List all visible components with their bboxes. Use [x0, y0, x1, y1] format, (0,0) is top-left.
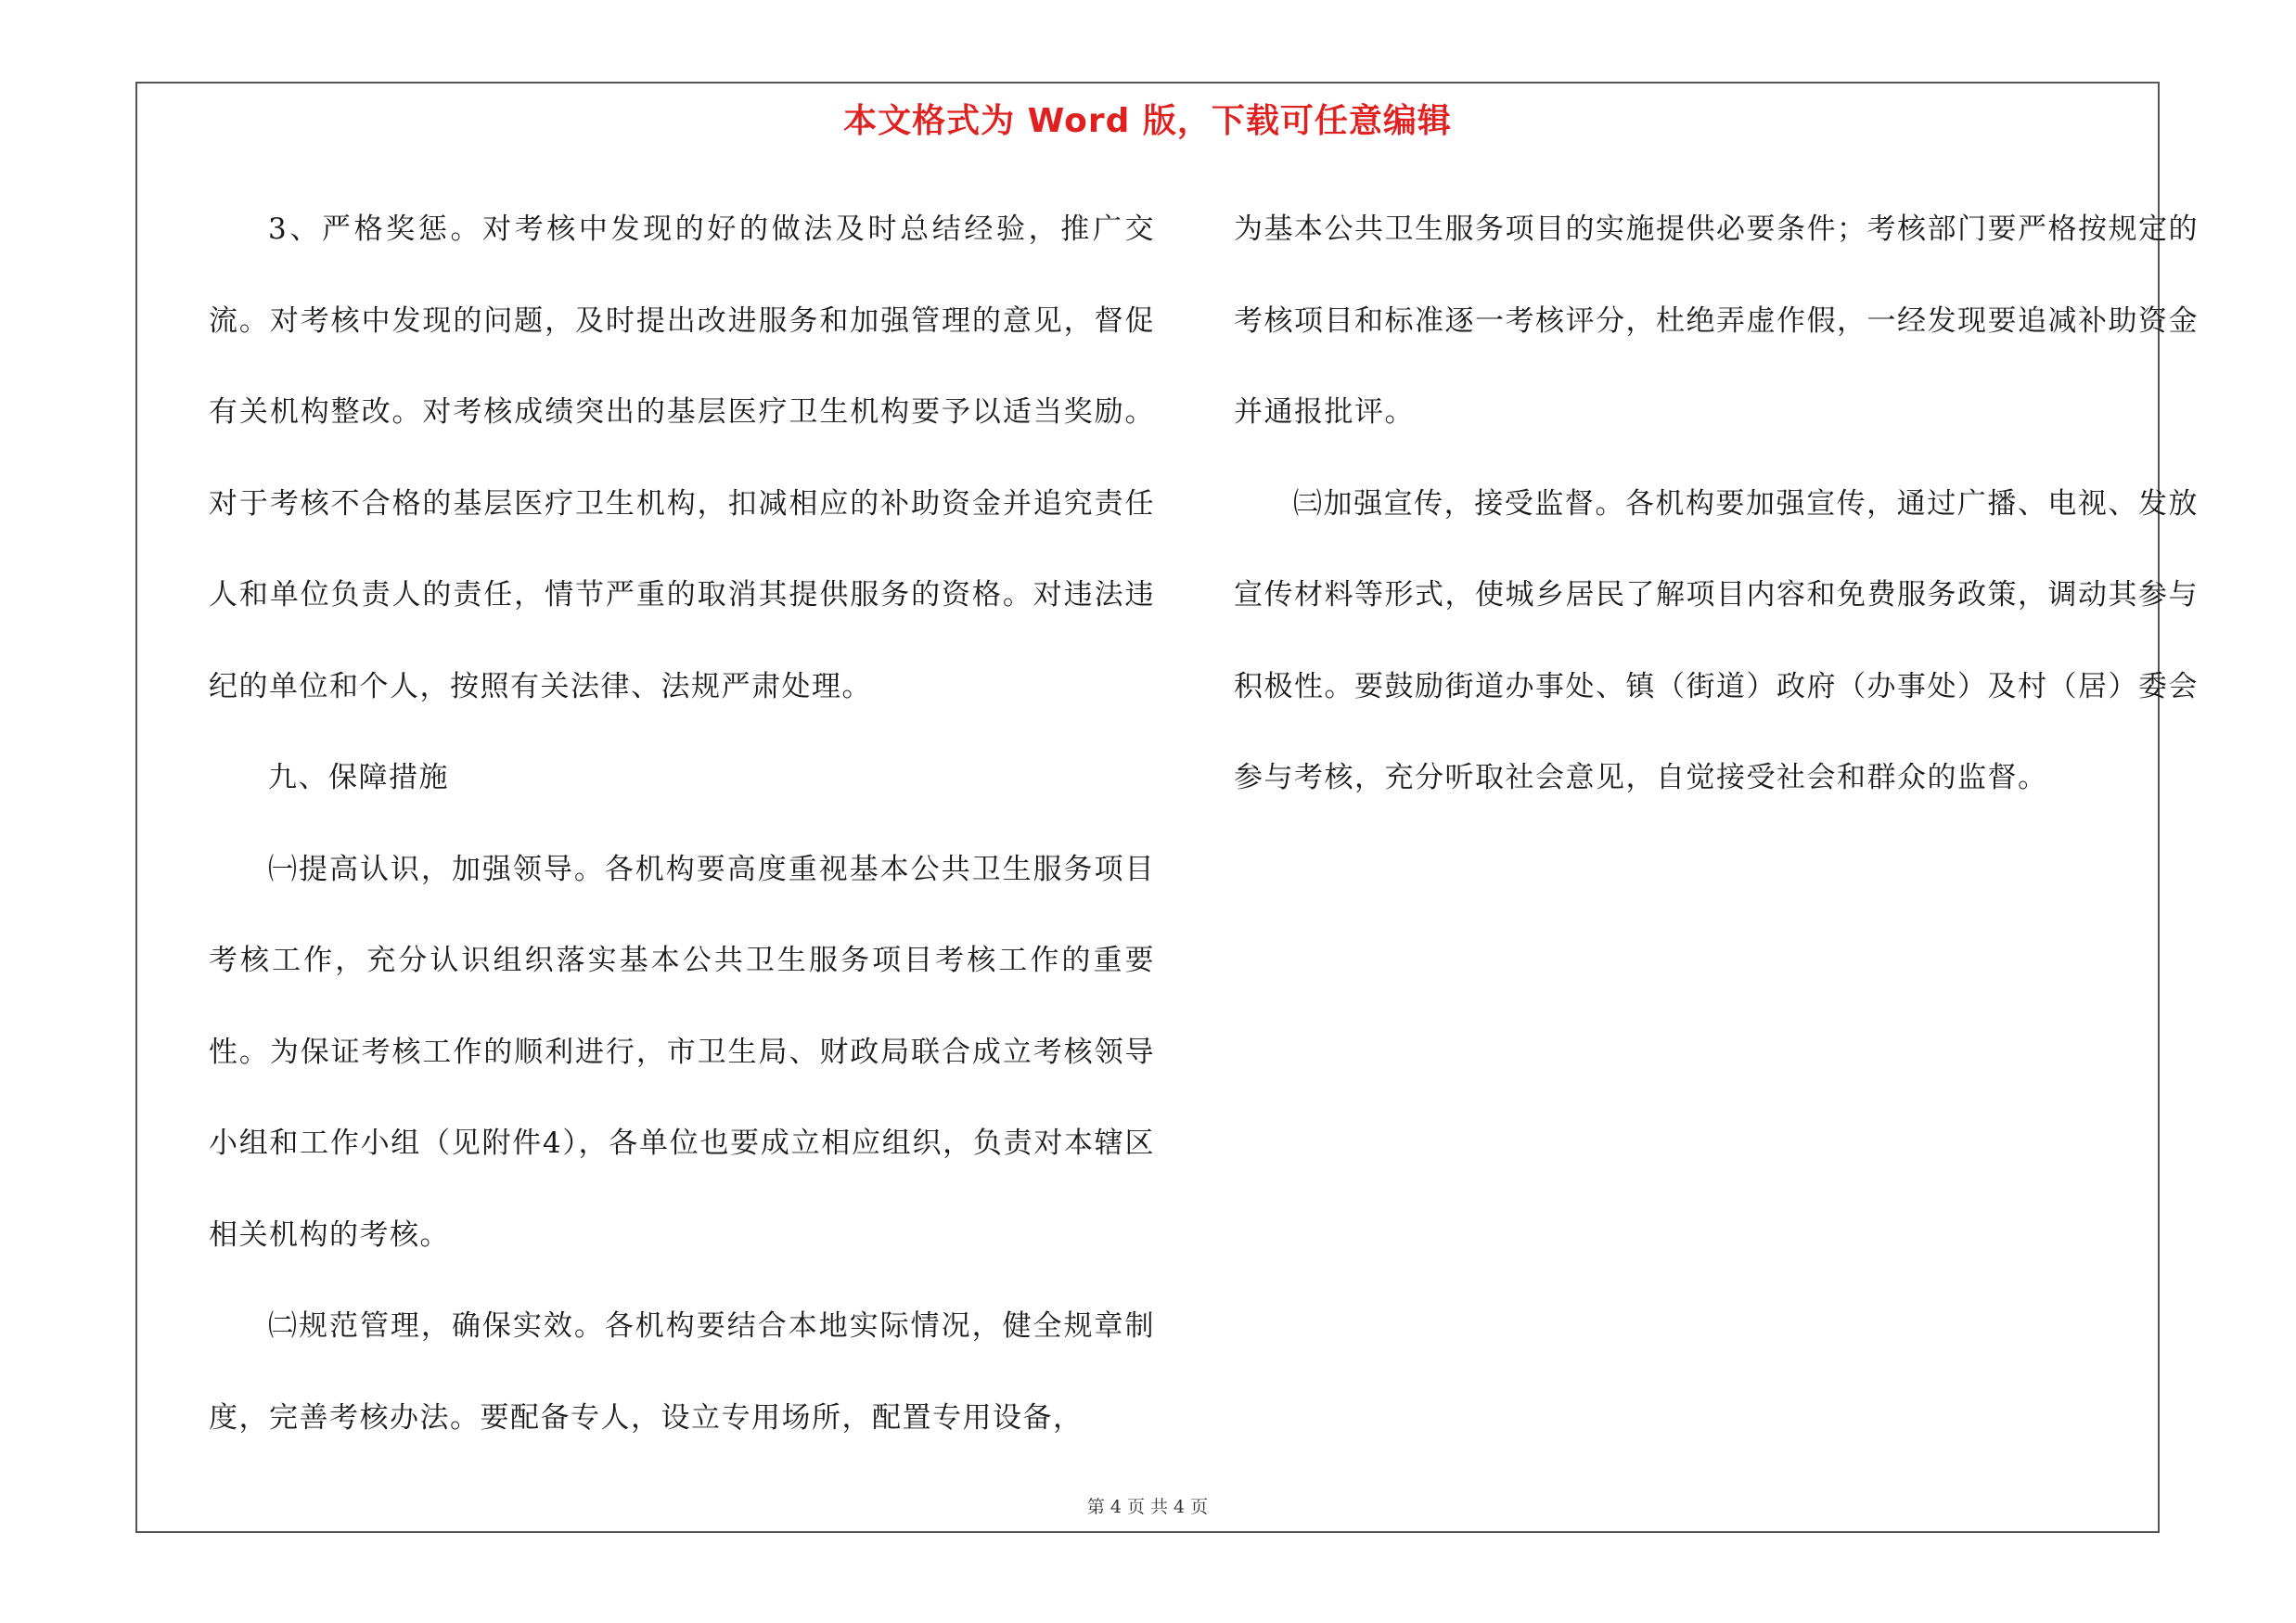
paragraph-raise-awareness: ㈠提高认识，加强领导。各机构要高度重视基本公共卫生服务项目考核工作，充分认识组织落实基本公共卫生服务项目考核工作的重要性。为保证考核工作的顺利进行，市卫生局、财政局联合成立考核领导小组和工作小组（见附件4），各单位也要成立相应组织，负责对本辖区相关机构的考核。 — [209, 852, 1155, 1252]
paragraph-strict-rewards: 3、严格奖惩。对考核中发现的好的做法及时总结经验，推广交流。对考核中发现的问题，及时提出改进服务和加强管理的意见，督促有关机构整改。对考核成绩突出的基层医疗卫生机构要予以适当奖励。对于考核不合格的基层医疗卫生机构，扣减相应的补助资金并追究责任人和单位负责人的责任，情节严重的取消其提供服务的资格。对违法违纪的单位和个人，按照有关法律、法规严肃处理。 — [209, 213, 1155, 703]
right-column — [1234, 184, 2199, 824]
left-column — [209, 184, 1155, 1463]
paragraph-publicity-supervision: ㈢加强宣传，接受监督。各机构要加强宣传，通过广播、电视、发放宣传材料等形式，使城乡居民了解项目内容和免费服务政策，调动其参与积极性。要鼓励街道办事处、镇（街道）政府（办事处）及村（居）委会参与考核，充分听取社会意见，自觉接受社会和群众的监督。 — [1234, 486, 2199, 794]
paragraph-standardize-management: ㈡规范管理，确保实效。各机构要结合本地实际情况，健全规章制度，完善考核办法。要配备专人，设立专用场所，配置专用设备， — [209, 1309, 1155, 1435]
page-frame — [135, 82, 2199, 1533]
paragraph-continuation: 为基本公共卫生服务项目的实施提供必要条件；考核部门要严格按规定的考核项目和标准逐一考核评分，杜绝弄虚作假，一经发现要追减补助资金并通报批评。 — [1234, 213, 2199, 429]
section-heading-safeguards: 九、保障措施 — [268, 761, 449, 794]
page-number-footer: 第 4 页 共 4 页 — [1086, 1497, 1209, 1517]
editable-notice-banner: 本文格式为 Word 版，下载可任意编辑 — [843, 102, 1452, 140]
